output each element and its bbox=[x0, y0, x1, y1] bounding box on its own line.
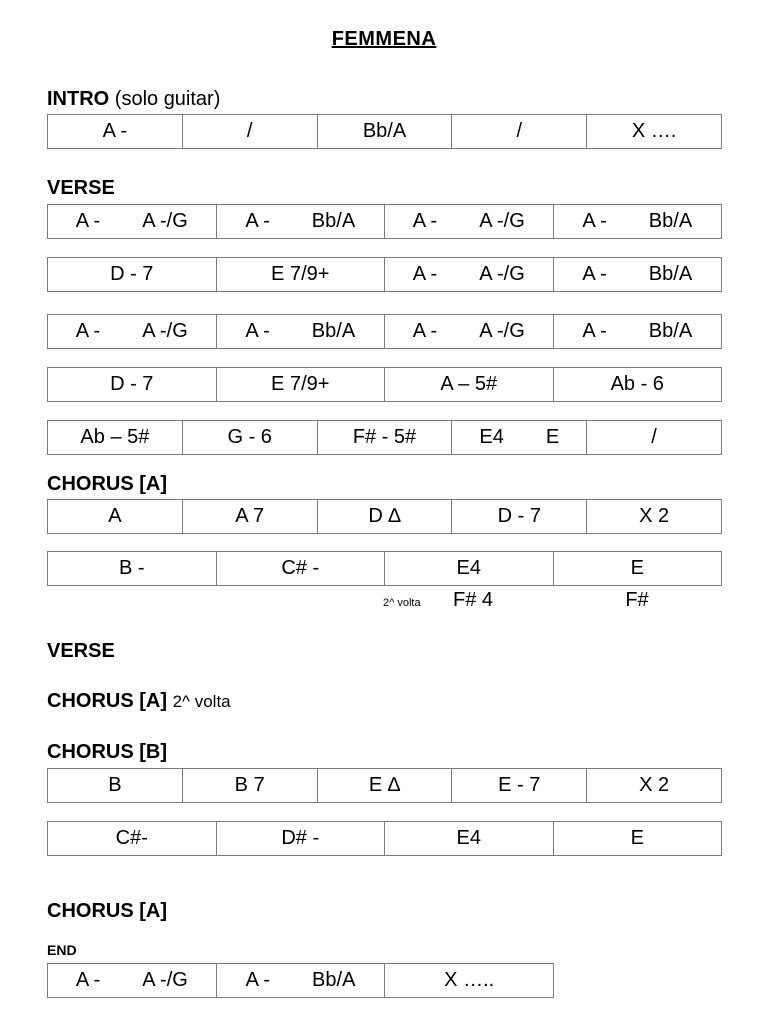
measure-cell bbox=[48, 964, 216, 997]
chord: A - bbox=[102, 120, 128, 142]
chord: B 7 bbox=[234, 774, 265, 796]
chord: Bb/A bbox=[312, 969, 356, 991]
measure-cell bbox=[317, 769, 452, 802]
measure-cell bbox=[384, 822, 553, 855]
measure-cell bbox=[317, 500, 452, 533]
chord: A - bbox=[412, 263, 438, 285]
chord-row-verse-3 bbox=[47, 314, 722, 349]
measure-cell bbox=[553, 368, 722, 401]
chord: E 7/9+ bbox=[271, 263, 330, 285]
measure-cell bbox=[216, 368, 385, 401]
section-chorus-b: CHORUS [B] bbox=[47, 741, 167, 763]
measure-cell bbox=[48, 769, 182, 802]
chord-row-verse-4 bbox=[47, 367, 722, 402]
section-intro bbox=[47, 88, 220, 111]
measure-cell bbox=[384, 258, 553, 291]
chord: E - 7 bbox=[498, 774, 541, 796]
measure-cell bbox=[216, 205, 385, 238]
section-note: 2^ volta bbox=[172, 692, 231, 711]
chord: A 7 bbox=[235, 505, 265, 527]
measure-cell bbox=[48, 315, 216, 348]
chord: C#- bbox=[115, 827, 148, 849]
chord-row-verse-2 bbox=[47, 257, 722, 292]
section-note: (solo guitar) bbox=[114, 88, 221, 110]
chord: Bb/A bbox=[311, 210, 356, 232]
measure-cell bbox=[48, 368, 216, 401]
measure-cell bbox=[384, 552, 553, 585]
measure-cell bbox=[553, 552, 722, 585]
section-label: INTRO bbox=[47, 88, 110, 110]
chord: A - bbox=[582, 320, 607, 342]
chord: X 2 bbox=[639, 774, 670, 796]
measure-cell bbox=[317, 421, 452, 454]
volta-label: 2^ volta bbox=[383, 597, 421, 609]
measure-cell bbox=[48, 421, 182, 454]
measure-cell bbox=[182, 769, 317, 802]
measure-cell bbox=[384, 315, 553, 348]
chord: B bbox=[108, 774, 122, 796]
chord-row-verse-5 bbox=[47, 420, 722, 455]
section-end: END bbox=[47, 942, 77, 958]
measure-cell bbox=[48, 822, 216, 855]
measure-cell bbox=[216, 964, 385, 997]
chord: X 2 bbox=[639, 505, 670, 527]
chord: D# - bbox=[281, 827, 320, 849]
measure-cell bbox=[317, 115, 452, 148]
volta-chord-1: F# 4 bbox=[452, 589, 494, 611]
section-verse-repeat: VERSE bbox=[47, 640, 115, 662]
chord: F# - 5# bbox=[352, 426, 417, 448]
chord: G - 6 bbox=[227, 426, 272, 448]
chord: D - 7 bbox=[497, 505, 541, 527]
chord: A - bbox=[582, 210, 607, 232]
chord: A - bbox=[245, 320, 270, 342]
chord: A -/G bbox=[479, 263, 525, 285]
chord: A - bbox=[582, 263, 607, 285]
measure-cell bbox=[384, 205, 553, 238]
chord-row-chorus-a-2 bbox=[47, 551, 722, 586]
song-title: FEMMENA bbox=[331, 28, 437, 50]
chord: A – 5# bbox=[440, 373, 498, 395]
measure-cell bbox=[586, 115, 721, 148]
measure-cell bbox=[48, 205, 216, 238]
chord: D - 7 bbox=[110, 263, 154, 285]
chord: E4 bbox=[479, 426, 504, 448]
chord: A -/G bbox=[142, 210, 188, 232]
measure-cell bbox=[182, 500, 317, 533]
chord: B - bbox=[118, 557, 145, 579]
measure-cell bbox=[553, 205, 722, 238]
measure-cell bbox=[216, 822, 385, 855]
chord: A -/G bbox=[142, 320, 188, 342]
measure-cell bbox=[553, 822, 722, 855]
measure-cell bbox=[586, 769, 721, 802]
chord: A - bbox=[75, 320, 101, 342]
measure-cell bbox=[451, 115, 586, 148]
chord: A - bbox=[412, 320, 438, 342]
chord: X ….. bbox=[444, 969, 495, 991]
chord: D ∆ bbox=[368, 505, 401, 527]
section-label: CHORUS [A] bbox=[47, 690, 167, 712]
measure-cell bbox=[384, 368, 553, 401]
measure-cell bbox=[48, 500, 182, 533]
chord-row-verse-1 bbox=[47, 204, 722, 239]
measure-cell bbox=[216, 315, 385, 348]
measure-cell bbox=[216, 258, 385, 291]
chord-row-chorus-b-1 bbox=[47, 768, 722, 803]
chord: A -/G bbox=[142, 969, 188, 991]
chord: Bb/A bbox=[648, 320, 693, 342]
chord-row-intro bbox=[47, 114, 722, 149]
section-chorus-a-repeat bbox=[47, 690, 231, 713]
chord: / bbox=[246, 120, 253, 142]
chord-row-chorus-a-1 bbox=[47, 499, 722, 534]
chord: Bb/A bbox=[648, 263, 693, 285]
chord: A - bbox=[75, 210, 101, 232]
measure-cell bbox=[182, 421, 317, 454]
chord: / bbox=[651, 426, 657, 448]
chord: E4 bbox=[456, 557, 481, 579]
measure-cell bbox=[182, 115, 317, 148]
measure-cell bbox=[451, 421, 586, 454]
measure-cell bbox=[553, 258, 722, 291]
measure-cell bbox=[553, 315, 722, 348]
chord: A - bbox=[245, 210, 270, 232]
measure-cell bbox=[48, 552, 216, 585]
chord: A bbox=[108, 505, 122, 527]
chord: A - bbox=[75, 969, 101, 991]
section-chorus-a: CHORUS [A] bbox=[47, 473, 167, 495]
chord: X …. bbox=[631, 120, 677, 142]
chord: D - 7 bbox=[110, 373, 154, 395]
chord: A - bbox=[245, 969, 271, 991]
chord: Ab - 6 bbox=[610, 373, 664, 395]
chord: E4 bbox=[456, 827, 481, 849]
chord: Bb/A bbox=[648, 210, 693, 232]
measure-cell bbox=[384, 964, 553, 997]
chord: Bb/A bbox=[311, 320, 356, 342]
measure-cell bbox=[48, 258, 216, 291]
measure-cell bbox=[48, 115, 182, 148]
measure-cell bbox=[586, 421, 721, 454]
measure-cell bbox=[451, 769, 586, 802]
measure-cell bbox=[451, 500, 586, 533]
chord: E bbox=[545, 426, 560, 448]
chord: E bbox=[630, 827, 644, 849]
chord: E bbox=[630, 557, 644, 579]
measure-cell bbox=[586, 500, 721, 533]
chord: E ∆ bbox=[368, 774, 401, 796]
chord: E 7/9+ bbox=[271, 373, 330, 395]
chord: C# - bbox=[281, 557, 320, 579]
chord: A -/G bbox=[479, 320, 525, 342]
chord-row-end bbox=[47, 963, 554, 998]
chord: Bb/A bbox=[362, 120, 407, 142]
section-chorus-a-final: CHORUS [A] bbox=[47, 900, 167, 922]
chord: A -/G bbox=[479, 210, 525, 232]
measure-cell bbox=[216, 552, 385, 585]
volta-chord-2: F# bbox=[625, 589, 649, 611]
chord: A - bbox=[412, 210, 438, 232]
chord-row-chorus-b-2 bbox=[47, 821, 722, 856]
chord: / bbox=[516, 120, 523, 142]
chord: Ab – 5# bbox=[80, 426, 150, 448]
section-verse: VERSE bbox=[47, 177, 115, 199]
